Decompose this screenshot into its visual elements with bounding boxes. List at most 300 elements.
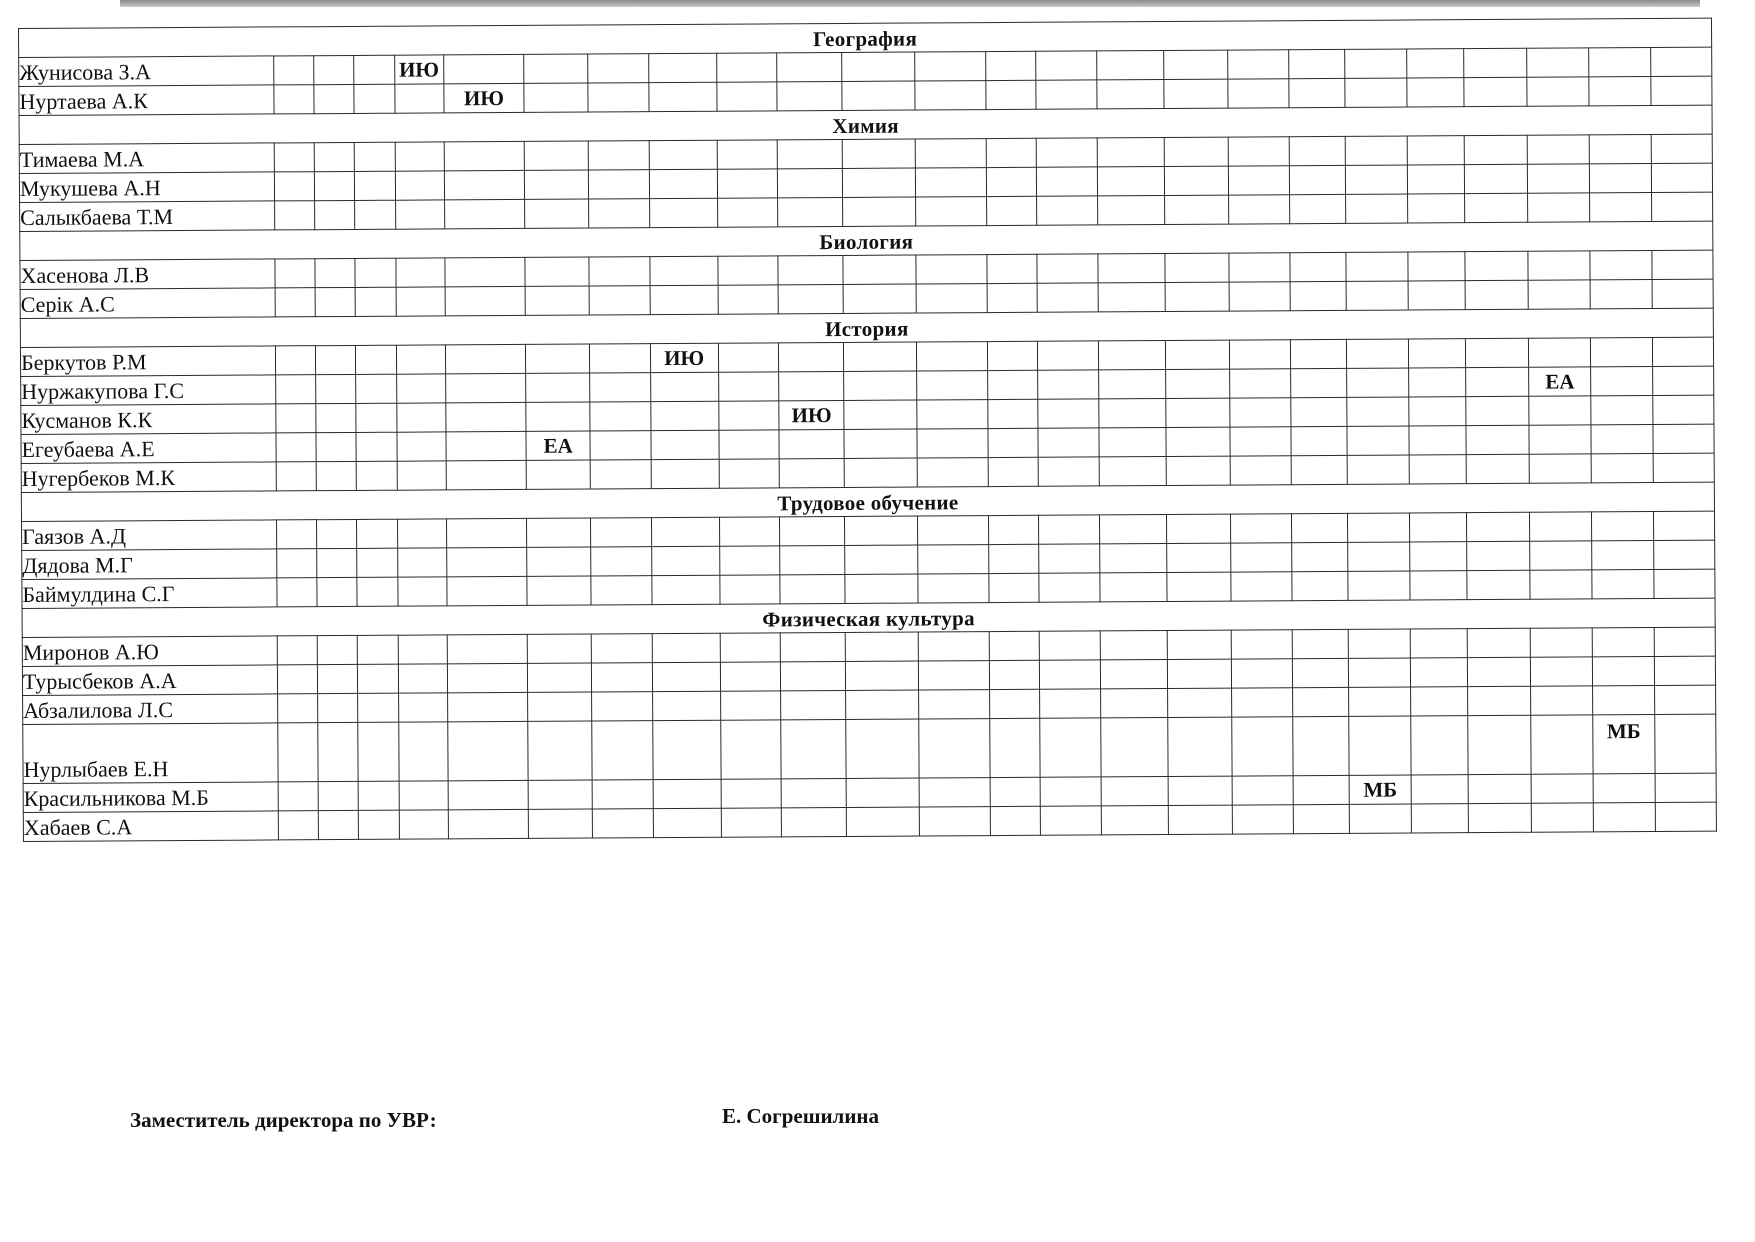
schedule-cell (591, 663, 652, 692)
schedule-cell (1231, 572, 1292, 601)
schedule-cell (446, 402, 526, 431)
schedule-cell (525, 286, 589, 315)
schedule-cell (1098, 282, 1165, 311)
schedule-cell (1036, 138, 1098, 167)
schedule-cell (652, 662, 720, 691)
schedule-cell (278, 665, 318, 694)
schedule-cell (1411, 716, 1468, 775)
schedule-cell (1347, 397, 1409, 426)
schedule-cell (589, 344, 650, 373)
schedule-cell (1097, 137, 1164, 166)
schedule-cell (989, 631, 1039, 660)
schedule-cell (446, 431, 526, 460)
schedule-cell (844, 342, 917, 371)
schedule-cell (1652, 337, 1713, 366)
schedule-cell (447, 547, 527, 576)
schedule-cell (528, 721, 592, 780)
schedule-cell (1349, 658, 1411, 687)
schedule-cell (525, 170, 589, 199)
schedule-cell (986, 51, 1036, 80)
schedule-cell (1292, 716, 1349, 775)
schedule-cell (846, 661, 919, 690)
scan-top-edge (120, 0, 1700, 7)
schedule-cell (845, 545, 918, 574)
schedule-cell (397, 461, 447, 490)
schedule-cell (990, 660, 1040, 689)
section-title: Химия (19, 105, 1712, 144)
schedule-cell (1228, 195, 1289, 224)
schedule-cell (919, 807, 990, 836)
schedule-cell (779, 371, 844, 400)
schedule-cell (1409, 455, 1466, 484)
schedule-cell (590, 373, 651, 402)
teacher-name: Турысбеков А.А (22, 665, 277, 696)
schedule-cell (918, 516, 989, 545)
schedule-cell (591, 634, 652, 663)
schedule-cell (592, 692, 653, 721)
schedule-cell (1101, 717, 1168, 776)
schedule-cell (720, 720, 781, 779)
section-title: Биология (20, 221, 1713, 260)
schedule-cell (1099, 398, 1166, 427)
schedule-cell (446, 518, 526, 547)
schedule-cell (1290, 281, 1347, 310)
schedule-cell (1167, 630, 1231, 659)
schedule-cell (1350, 804, 1412, 833)
schedule-cell (1528, 280, 1590, 309)
schedule-cell (719, 517, 780, 546)
schedule-cell (356, 374, 396, 403)
schedule-cell (589, 286, 650, 315)
schedule-cell (524, 54, 588, 83)
teacher-name: Абзалилова Л.С (23, 694, 278, 725)
schedule-cell (1348, 629, 1410, 658)
schedule-cell (1290, 252, 1347, 281)
schedule-cell (1468, 803, 1532, 832)
schedule-cell (445, 286, 525, 315)
schedule-cell (316, 461, 356, 490)
schedule-cell (1167, 514, 1231, 543)
schedule-cell (314, 84, 354, 113)
schedule-cell (1530, 541, 1592, 570)
schedule-cell (917, 371, 988, 400)
schedule-cell (1231, 543, 1292, 572)
schedule-cell (919, 661, 990, 690)
schedule-cell (399, 781, 449, 810)
teacher-name: Дядова М.Г (22, 549, 277, 580)
schedule-cell (397, 519, 447, 548)
schedule-cell (846, 807, 919, 836)
schedule-cell (1528, 251, 1590, 280)
schedule-cell (842, 52, 915, 81)
schedule-cell (1097, 80, 1164, 109)
schedule-cell (397, 577, 447, 606)
schedule-cell (590, 460, 651, 489)
schedule-cell (1228, 137, 1289, 166)
schedule-cell (989, 515, 1039, 544)
schedule-cell (1408, 194, 1465, 223)
schedule-cell (1165, 253, 1229, 282)
schedule-cell (781, 661, 846, 690)
schedule-cell (1651, 163, 1712, 192)
schedule-cell (1651, 76, 1712, 105)
schedule-cell (526, 373, 590, 402)
schedule-cell (277, 636, 317, 665)
schedule-cell (1291, 542, 1348, 571)
schedule-cell (357, 519, 397, 548)
schedule-cell (276, 462, 316, 491)
teacher-name: Мукушева А.Н (19, 172, 274, 203)
schedule-cell (588, 54, 649, 83)
schedule-cell (528, 663, 592, 692)
schedule-cell (278, 811, 318, 840)
schedule-cell (989, 573, 1039, 602)
schedule-cell (397, 432, 447, 461)
schedule-cell (720, 633, 781, 662)
schedule-cell (444, 170, 524, 199)
schedule-cell (395, 142, 445, 171)
observer-mark: ИЮ (779, 400, 844, 429)
schedule-cell (1228, 50, 1289, 79)
schedule-cell (275, 201, 315, 230)
schedule-cell (1655, 802, 1716, 831)
schedule-cell (916, 284, 987, 313)
schedule-cell (319, 810, 359, 839)
schedule-cell (317, 519, 357, 548)
schedule-cell (1464, 164, 1528, 193)
schedule-cell (1468, 774, 1532, 803)
schedule-cell (1099, 427, 1166, 456)
schedule-cell (782, 807, 847, 836)
schedule-cell (1466, 570, 1530, 599)
schedule-sheet (18, 18, 1717, 842)
schedule-cell (1589, 164, 1651, 193)
schedule-cell (1165, 166, 1229, 195)
schedule-cell (1531, 686, 1593, 715)
schedule-cell (1038, 544, 1100, 573)
schedule-cell (315, 171, 355, 200)
schedule-cell (1589, 48, 1651, 77)
schedule-cell (1347, 368, 1409, 397)
schedule-cell (1100, 572, 1167, 601)
teacher-name: Красильникова М.Б (23, 782, 278, 813)
schedule-cell (317, 548, 357, 577)
schedule-cell (396, 345, 446, 374)
schedule-cell (1653, 453, 1714, 482)
schedule-cell (919, 778, 990, 807)
footer-signature-label: Заместитель директора по УВР: (130, 1108, 437, 1132)
schedule-cell (1589, 77, 1651, 106)
schedule-cell (1653, 424, 1714, 453)
schedule-cell (1036, 167, 1098, 196)
schedule-cell (652, 720, 720, 779)
section-title: Физическая культура (22, 598, 1715, 637)
schedule-cell (1409, 513, 1466, 542)
schedule-cell (1228, 166, 1289, 195)
schedule-cell (1408, 252, 1465, 281)
schedule-cell (1529, 338, 1591, 367)
schedule-cell (917, 458, 988, 487)
schedule-cell (1166, 340, 1230, 369)
schedule-cell (1168, 776, 1232, 805)
observer-mark: МБ (1349, 775, 1411, 804)
schedule-cell (1590, 280, 1652, 309)
schedule-cell (1528, 164, 1590, 193)
schedule-cell (1465, 280, 1529, 309)
schedule-cell (777, 81, 842, 110)
schedule-cell (1102, 805, 1169, 834)
schedule-table (18, 18, 1717, 842)
schedule-cell (357, 461, 397, 490)
schedule-cell (1168, 805, 1232, 834)
schedule-cell (1228, 79, 1289, 108)
schedule-cell (1035, 80, 1097, 109)
schedule-cell (525, 199, 589, 228)
schedule-cell (651, 430, 719, 459)
schedule-cell (1036, 196, 1098, 225)
schedule-cell (1349, 716, 1411, 775)
schedule-cell (718, 285, 779, 314)
schedule-cell (316, 432, 356, 461)
schedule-cell (1592, 657, 1654, 686)
schedule-cell (717, 169, 778, 198)
schedule-cell (1291, 426, 1348, 455)
section-title: История (20, 308, 1713, 347)
schedule-cell (777, 52, 842, 81)
schedule-cell (780, 545, 845, 574)
schedule-cell (278, 694, 318, 723)
schedule-cell (1529, 396, 1591, 425)
schedule-cell (1346, 194, 1408, 223)
schedule-cell (527, 547, 591, 576)
schedule-cell (986, 138, 1036, 167)
schedule-cell (718, 256, 779, 285)
schedule-cell (314, 55, 354, 84)
schedule-cell (720, 691, 781, 720)
schedule-cell (719, 546, 780, 575)
schedule-cell (276, 433, 316, 462)
schedule-cell (1098, 166, 1165, 195)
schedule-cell (1036, 254, 1098, 283)
schedule-cell (315, 200, 355, 229)
schedule-cell (721, 779, 782, 808)
footer-signatory-name: Е. Согрешилина (722, 1104, 880, 1128)
schedule-cell (648, 53, 716, 82)
schedule-cell (1168, 717, 1232, 776)
observer-mark: ЕА (526, 431, 590, 460)
schedule-cell (1345, 78, 1407, 107)
schedule-cell (1653, 395, 1714, 424)
schedule-cell (1465, 367, 1529, 396)
teacher-name: Беркутов Р.М (20, 346, 275, 377)
schedule-cell (1467, 686, 1531, 715)
schedule-cell (356, 403, 396, 432)
schedule-cell (1655, 773, 1716, 802)
schedule-cell (395, 200, 445, 229)
schedule-cell (649, 169, 717, 198)
section-title: География (19, 18, 1712, 57)
schedule-cell (1650, 47, 1711, 76)
schedule-cell (1464, 193, 1528, 222)
schedule-cell (354, 55, 394, 84)
schedule-cell (915, 139, 986, 168)
schedule-cell (1591, 338, 1653, 367)
schedule-cell (1591, 396, 1653, 425)
schedule-cell (1465, 396, 1529, 425)
schedule-cell (1232, 688, 1293, 717)
schedule-cell (394, 84, 444, 113)
schedule-cell (916, 168, 987, 197)
schedule-cell (986, 80, 1036, 109)
schedule-cell (719, 459, 780, 488)
schedule-cell (278, 782, 318, 811)
schedule-cell (395, 171, 445, 200)
schedule-cell (396, 403, 446, 432)
teacher-name: Егеубаева А.Е (21, 433, 276, 464)
schedule-cell (447, 576, 527, 605)
schedule-cell (651, 546, 719, 575)
schedule-cell (780, 574, 845, 603)
schedule-cell (444, 141, 524, 170)
schedule-cell (781, 778, 846, 807)
schedule-cell (1037, 370, 1099, 399)
teacher-name: Жунисова З.А (19, 56, 274, 87)
schedule-cell (359, 781, 399, 810)
schedule-cell (1230, 398, 1291, 427)
schedule-cell (1039, 718, 1101, 777)
schedule-cell (359, 810, 399, 839)
schedule-cell (918, 632, 989, 661)
schedule-cell (1464, 135, 1528, 164)
schedule-cell (1653, 511, 1714, 540)
schedule-cell (988, 399, 1038, 428)
schedule-cell (653, 779, 721, 808)
schedule-cell (357, 577, 397, 606)
teacher-name: Баймулдина С.Г (22, 578, 277, 609)
schedule-cell (1409, 368, 1466, 397)
observer-mark: МБ (1593, 715, 1655, 774)
schedule-cell (652, 633, 720, 662)
schedule-cell (1346, 165, 1408, 194)
schedule-cell (318, 635, 358, 664)
schedule-cell (1464, 251, 1528, 280)
schedule-cell (1292, 629, 1349, 658)
schedule-cell (1530, 454, 1592, 483)
schedule-cell (649, 82, 717, 111)
schedule-cell (1409, 426, 1466, 455)
schedule-cell (592, 721, 653, 780)
schedule-cell (1040, 806, 1102, 835)
teacher-name: Хабаев С.А (23, 811, 278, 842)
schedule-cell (652, 691, 720, 720)
schedule-cell (354, 84, 394, 113)
schedule-cell (277, 578, 317, 607)
schedule-cell (1345, 136, 1407, 165)
schedule-cell (1099, 369, 1166, 398)
schedule-cell (588, 170, 649, 199)
schedule-cell (842, 139, 915, 168)
schedule-cell (842, 81, 915, 110)
schedule-cell (275, 288, 315, 317)
schedule-cell (916, 255, 987, 284)
schedule-cell (1166, 369, 1230, 398)
schedule-cell (1651, 134, 1712, 163)
schedule-cell (1346, 281, 1408, 310)
schedule-cell (1348, 542, 1410, 571)
schedule-cell (315, 258, 355, 287)
schedule-cell (447, 663, 527, 692)
schedule-cell (1591, 425, 1653, 454)
observer-mark: ИЮ (650, 343, 718, 372)
schedule-cell (1467, 657, 1531, 686)
schedule-cell (779, 458, 844, 487)
schedule-cell (1037, 399, 1099, 428)
schedule-cell (277, 520, 317, 549)
schedule-cell (398, 722, 448, 781)
schedule-cell (1527, 48, 1589, 77)
schedule-cell (990, 806, 1040, 835)
schedule-cell (276, 375, 316, 404)
schedule-cell (1463, 48, 1527, 77)
schedule-cell (719, 575, 780, 604)
schedule-cell (398, 693, 448, 722)
schedule-cell (1292, 571, 1349, 600)
schedule-cell (357, 548, 397, 577)
schedule-cell (1038, 457, 1100, 486)
schedule-cell (1099, 456, 1166, 485)
schedule-cell (990, 689, 1040, 718)
schedule-cell (1292, 687, 1349, 716)
schedule-cell (1410, 571, 1467, 600)
schedule-cell (844, 429, 917, 458)
schedule-cell (988, 457, 1038, 486)
schedule-cell (274, 143, 314, 172)
schedule-cell (987, 283, 1037, 312)
schedule-cell (1232, 717, 1293, 776)
schedule-cell (987, 196, 1037, 225)
teacher-name: Серік А.С (20, 288, 275, 319)
schedule-cell (650, 256, 718, 285)
schedule-cell (1466, 512, 1530, 541)
schedule-cell (446, 460, 526, 489)
schedule-cell (1232, 776, 1293, 805)
schedule-cell (591, 547, 652, 576)
schedule-cell (1101, 688, 1168, 717)
schedule-cell (1291, 455, 1348, 484)
schedule-cell (650, 401, 718, 430)
schedule-cell (843, 197, 916, 226)
schedule-cell (276, 346, 316, 375)
schedule-cell (1039, 631, 1101, 660)
schedule-cell (844, 458, 917, 487)
schedule-cell (1290, 339, 1347, 368)
schedule-cell (1527, 77, 1589, 106)
teacher-name: Миронов А.Ю (22, 636, 277, 667)
teacher-name: Нуржакупова Г.С (21, 375, 276, 406)
schedule-cell (778, 255, 843, 284)
schedule-cell (1166, 398, 1230, 427)
schedule-cell (1467, 628, 1531, 657)
schedule-cell (527, 518, 591, 547)
schedule-cell (315, 287, 355, 316)
teacher-name: Хасенова Л.В (20, 259, 275, 290)
schedule-cell (1531, 657, 1593, 686)
schedule-cell (1654, 569, 1715, 598)
schedule-cell (1592, 628, 1654, 657)
schedule-cell (1291, 513, 1348, 542)
schedule-cell (1408, 281, 1465, 310)
schedule-cell (652, 575, 720, 604)
